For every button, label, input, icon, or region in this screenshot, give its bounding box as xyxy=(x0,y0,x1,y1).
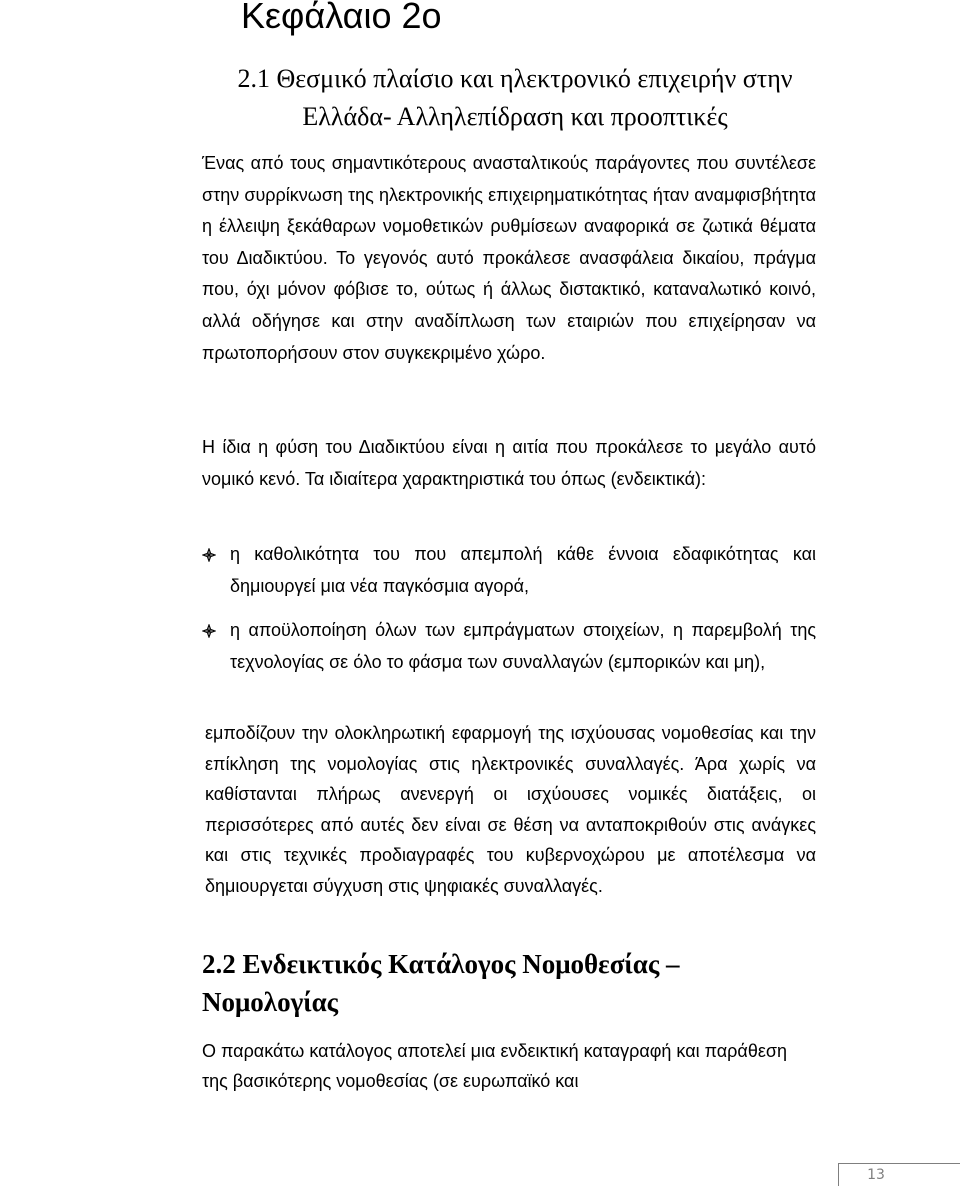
chapter-title: Κεφάλαιο 2ο xyxy=(241,0,442,36)
diamond-bullet-icon xyxy=(202,548,216,562)
catalogue-intro-paragraph: Ο παρακάτω κατάλογος αποτελεί μια ενδεικτική καταγραφή και παράθεση της βασικότερης νομοθεσίας (σε ευρωπαϊκό και xyxy=(202,1041,787,1091)
list-item-text: η καθολικότητα του που απεμπολή κάθε έννοια εδαφικότητας και δημιουργεί μια νέα παγκόσμια αγορά, xyxy=(230,544,816,596)
list-item xyxy=(230,539,816,602)
list-item xyxy=(230,615,816,678)
page-number-box xyxy=(838,1163,912,1186)
section-2-1-heading xyxy=(150,60,880,136)
footer-divider xyxy=(912,1163,960,1164)
internet-nature-paragraph: Η ίδια η φύση του Διαδικτύου είναι η αιτία που προκάλεσε το μεγάλο αυτό νομικό κενό. Τα ιδιαίτερα χαρακτηριστικά του όπως (ενδεικτικά): xyxy=(202,437,816,489)
intro-paragraph: Ένας από τους σημαντικότερους ανασταλτικούς παράγοντες που συντέλεσε στην συρρίκνωση της ηλεκτρονικής επιχειρηματικότητας ήταν αναμφισβήτητα η έλλειψη ξεκάθαρων νομοθετικών ρυθμίσεων αναφορικά σε ζωτικά θέματα του Διαδικτύου. Το γεγονός αυτό προκάλεσε ανασφάλεια δικαίου, πράγμα που, όχι μόνον φόβισε το, ούτως ή άλλως διστακτικό, καταναλωτικό κοινό, αλλά οδήγησε και στην αναδίπλωση των εταιριών που επιχείρησαν να πρωτοπορήσουν στον συγκεκριμένο χώρο. xyxy=(202,153,816,363)
section-2-2-heading-line-1: 2.2 Ενδεικτικός Κατάλογος Νομοθεσίας – xyxy=(202,949,680,979)
section-2-2-heading xyxy=(202,945,822,1021)
section-2-1-heading-line-1: 2.1 Θεσμικό πλαίσιο και ηλεκτρονικό επιχειρήν στην xyxy=(237,64,793,93)
section-2-1-heading-line-2: Ελλάδα- Αλληλεπίδραση και προοπτικές xyxy=(302,102,728,131)
legal-gap-paragraph: εμποδίζουν την ολοκληρωτική εφαρμογή της ισχύουσας νομοθεσίας και την επίκληση της νομολογίας στις ηλεκτρονικές συναλλαγές. Άρα χωρίς να καθίστανται πλήρως ανενεργή οι ισχύουσες νομικές διατάξεις, οι περισσότερες από αυτές δεν είναι σε θέση να ανταποκριθούν στις ανάγκες και στις τεχνικές προδιαγραφές του κυβερνοχώρου με αποτέλεσμα να δημιουργεται σύγχυση στις ψηφιακές συναλλαγές. xyxy=(205,723,816,896)
section-2-2-heading-line-2: Νομολογίας xyxy=(202,987,339,1017)
page-number: 13 xyxy=(867,1167,885,1183)
diamond-bullet-icon xyxy=(202,624,216,638)
list-item-text: η αποϋλοποίηση όλων των εμπράγματων στοιχείων, η παρεμβολή της τεχνολογίας σε όλο το φάσμα των συναλλαγών (εμπορικών και μη), xyxy=(230,620,816,672)
